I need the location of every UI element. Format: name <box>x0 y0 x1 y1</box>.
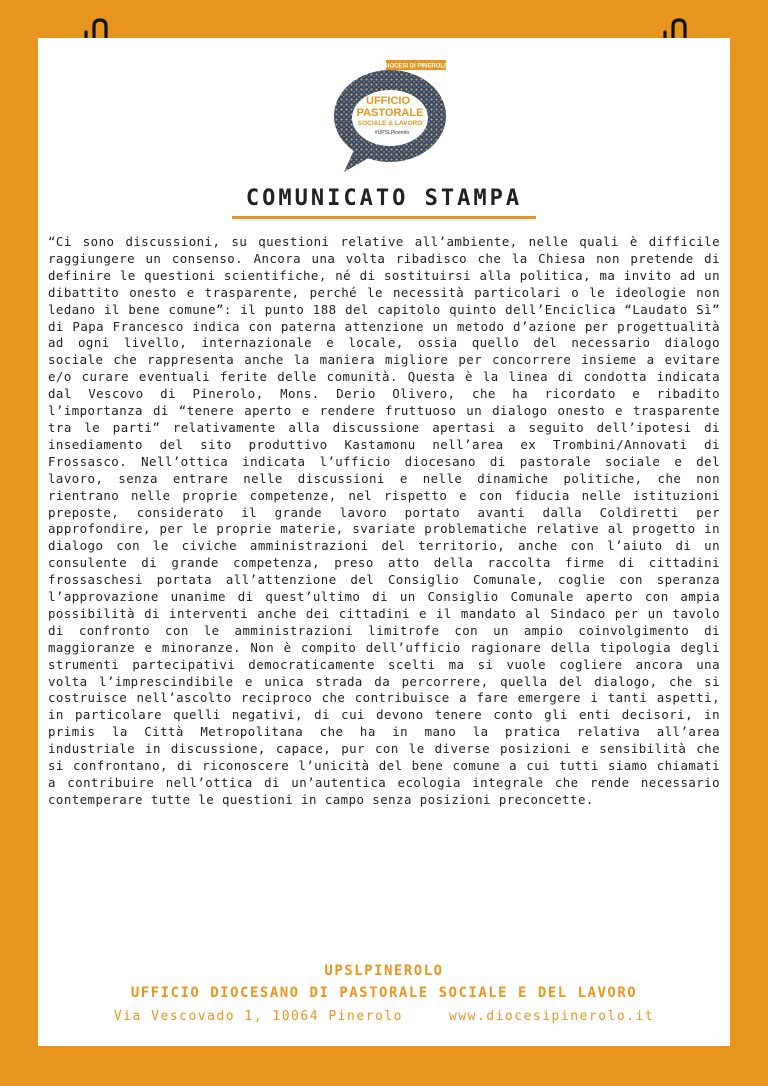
footer-office: UFFICIO DIOCESANO DI PASTORALE SOCIALE E DEL LAVORO <box>130 985 638 1001</box>
document-title: COMUNICATO STAMPA <box>245 186 523 211</box>
footer-contacts <box>0 1009 768 1024</box>
footer-address: Via Vescovado 1, 10064 Pinerolo <box>113 1009 403 1024</box>
footer-website[interactable]: www.diocesipinerolo.it <box>448 1009 655 1024</box>
press-release-body: “Ci sono discussioni, su questioni relative all’ambiente, nelle quali è difficile raggiungere un consenso. Ancora una volta ribadisco che la Chiesa non pretende di definire le questioni scientifiche, né di sostituirsi alla politica, ma invito ad un dibattito onesto e trasparente, perché le necessità particolari o le ideologie non ledano il bene comune”: il punto 188 del capitolo quinto dell’Enciclica “Laudato Sì” di Papa Francesco indica con paterna attenzione un metodo d’azione per progettualità ad ogni livello, internazionale e locale, ossia quello del necessario dialogo sociale che rappresenta anche la maniera migliore per concorrere insieme a evitare e/o curare eventuali ferite delle comunità. Questa è la linea di condotta indicata dal Vescovo di Pinerolo, Mons. Derio Olivero, che ha ricordato e ribadito l’importanza di “tenere aperto e rendere fruttuoso un dialogo onesto e trasparente tra le parti” relativamente alla discussione apertasi a seguito dell’ipotesi di insediamento del sito produttivo Kastamonu nell’area ex Trombini/Annovati di Frossasco. Nell’ottica indicata l’ufficio diocesano di pastorale sociale e del lavoro, senza entrare nelle discussioni e nelle dinamiche politiche, che non rientrano nelle proprie competenze, nel rispetto e con fiducia nelle istituzioni preposte, considerato il grande lavoro portato avanti dalla Coldiretti per approfondire, per le proprie materie, svariate problematiche relative al progetto in dialogo con le civiche amministrazioni del territorio, anche con l’aiuto di un consulente di grande competenza, preso atto della raccolta firme di cittadini frossaschesi portata all’attenzione del Consiglio Comunale, coglie con speranza l’approvazione unanime di quest’ultimo di un Consiglio Comunale aperto con ampia possibilità di interventi anche dei cittadini e il mandato al Sindaco per un tavolo di confronto con le amministrazioni limitrofe con un ampio coinvolgimento di maggioranze e minoranze. Non è compito dell’ufficio ragionare della tipologia degli strumenti partecipativi democraticamente scelti ma si vuole cogliere ancora una volta l’imprescindibile e unica strada da percorrere, quella del dialogo, che si costruisce nell’ascolto reciproco che contribuisce a fare emergere i tanti aspetti, in particolare quelli negativi, di cui devono tenere conto gli enti decisori, in primis la Città Metropolitana che ha in mano la pratica relativa all’area industriale in discussione, capace, pur con le diverse posizioni e sensibilità che si confrontano, di riconoscere l’unicità del bene comune a cui tutti siamo chiamati a contribuire nell’ottica di un’autentica ecologia integrale che rende necessario contemperare tutte le questioni in campo senza posizioni preconcette. <box>48 234 720 807</box>
office-logo <box>330 58 450 176</box>
logo-line2: PASTORALE <box>356 107 424 119</box>
logo-line3: SOCIALE & LAVORO <box>357 120 423 127</box>
footer-handle: UPSLPINEROLO <box>324 963 444 979</box>
title-underline <box>232 216 536 219</box>
logo-diocese: DIOCESI DI PINEROLO <box>383 63 449 70</box>
logo-hashtag: #UPSLPinerolo <box>374 130 410 136</box>
logo-line1: UFFICIO <box>366 95 410 107</box>
